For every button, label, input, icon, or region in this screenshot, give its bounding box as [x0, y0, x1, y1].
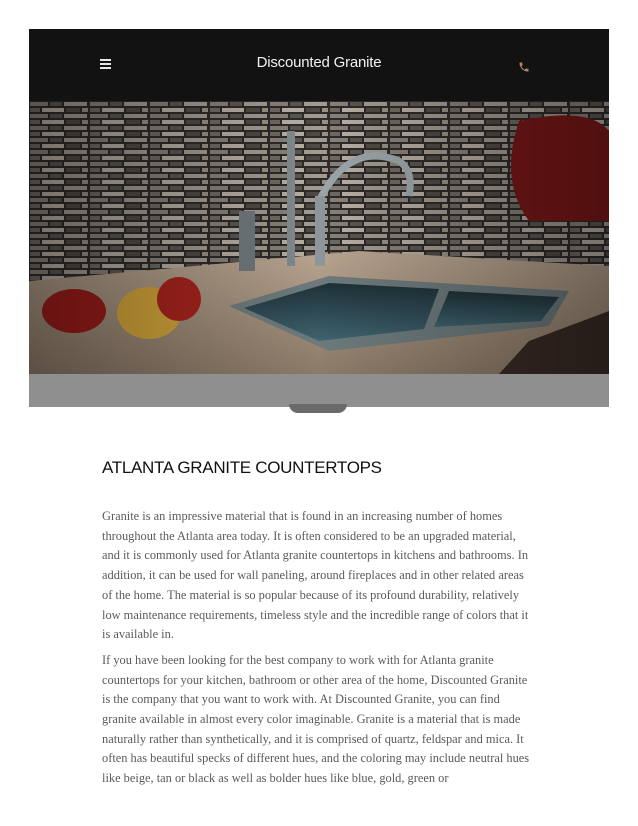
- article-paragraph-2: If you have been looking for the best company to work with for Atlanta granite countertops for your kitchen, bathroom or other area of the home, Discounted Granite is the company that you want to work with. At Discounted Granite, you can find granite available in almost every color imaginable. Granite is a material that is made naturally rather than synthetically, and it is comprised of quartz, feldspar and mica. It often has beautiful specks of different hues, and the coloring may include neutral hues like beige, tan or black as well as bolder hues like blue, gold, green or: [102, 652, 530, 786]
- phone-icon[interactable]: [518, 60, 530, 72]
- article-paragraph-1: Granite is an impressive material that is found in an increasing number of homes throughout the Atlanta area today. It is often considered to be an upgraded material, and it is commonly used for Atlanta granite countertops in kitchens and bathrooms. In addition, it can be used for wall paneling, around fireplaces and in other related areas of the home. The material is so popular because of its profound durability, relatively low maintenance requirements, timeless style and the incredible range of colors that it is available in.: [102, 509, 529, 642]
- article: [102, 458, 534, 789]
- scroll-down-tab[interactable]: [289, 404, 347, 413]
- kitchen-sink-hero-image: [29, 101, 609, 374]
- brand-logo[interactable]: Discounted Granite: [256, 54, 382, 71]
- page-title: ATLANTA GRANITE COUNTERTOPS: [102, 458, 382, 477]
- site-header: [29, 29, 609, 101]
- hero-bottom-strip: [29, 374, 609, 407]
- page: [29, 29, 609, 407]
